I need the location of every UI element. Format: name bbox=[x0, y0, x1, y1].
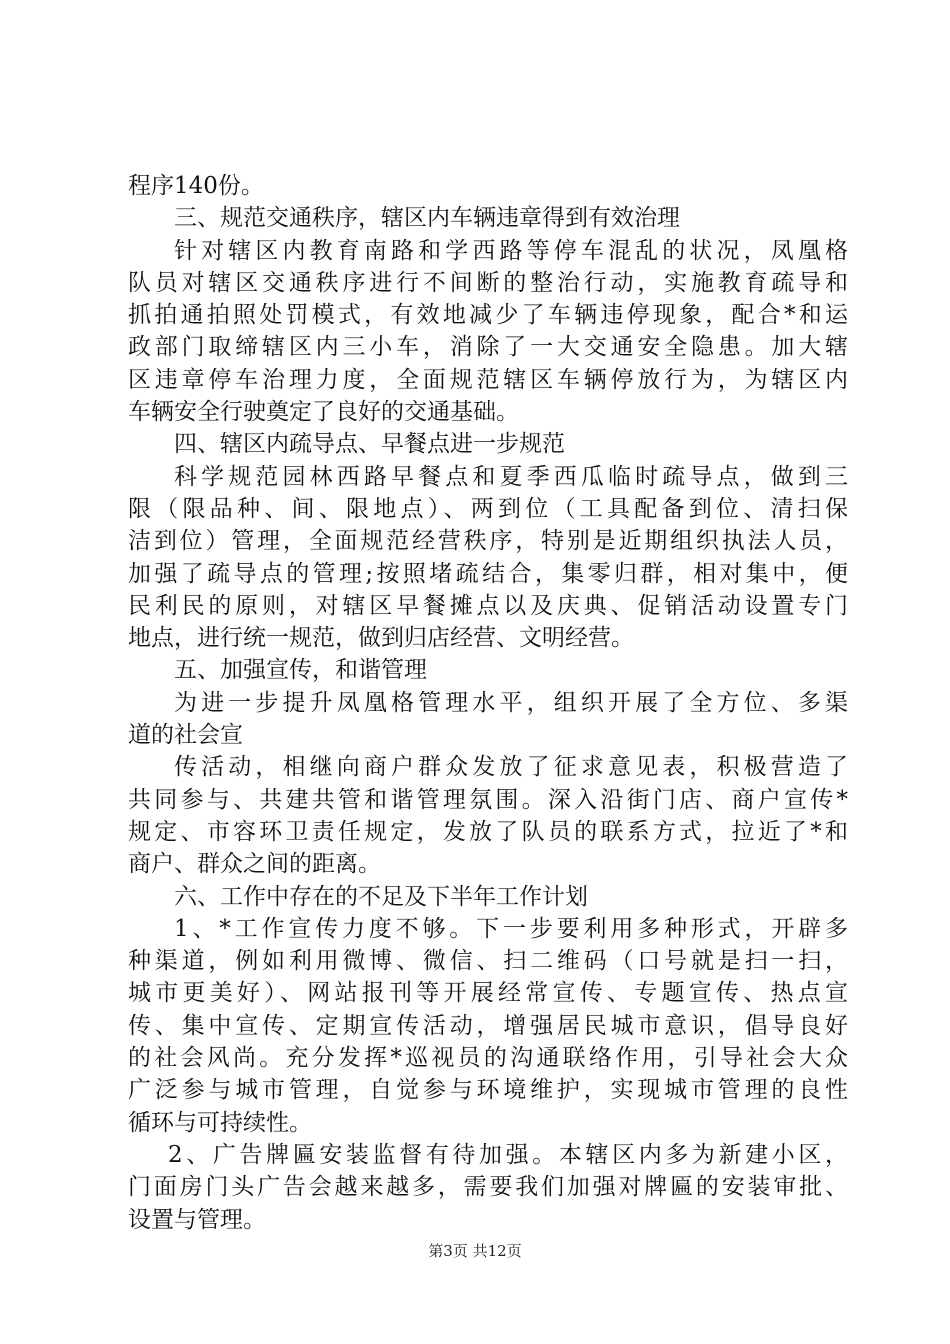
text-line: 规定、市容环卫责任规定，发放了队员的联系方式，拉近了*和 bbox=[128, 818, 848, 845]
text-line: 门面房门头广告会越来越多，需要我们加强对牌匾的安装审批、 bbox=[128, 1174, 848, 1201]
text-line: 循环与可持续性。 bbox=[128, 1109, 312, 1136]
text-line: 广泛参与城市管理，自觉参与环境维护，实现城市管理的良性 bbox=[128, 1077, 848, 1104]
text-line: 传活动，相继向商户群众发放了征求意见表，积极营造了 bbox=[174, 754, 848, 781]
page-footer: 第3页 共12页 bbox=[428, 1242, 522, 1260]
text-line: 洁到位）管理，全面规范经营秩序，特别是近期组织执法人员， bbox=[128, 528, 848, 555]
text-line: 2、广告牌匾安装监督有待加强。本辖区内多为新建小区， bbox=[168, 1141, 848, 1168]
text-line: 区违章停车治理力度，全面规范辖区车辆停放行为，为辖区内 bbox=[128, 366, 848, 393]
text-line: 传、集中宣传、定期宣传活动，增强居民城市意识，倡导良好 bbox=[128, 1012, 848, 1039]
text-line: 道的社会宣 bbox=[128, 722, 243, 749]
text-line: 五、加强宣传，和谐管理 bbox=[174, 657, 427, 684]
text-line: 地点，进行统一规范，做到归店经营、文明经营。 bbox=[128, 625, 634, 652]
text-line: 针对辖区内教育南路和学西路等停车混乱的状况，凤凰格 bbox=[174, 237, 848, 264]
text-line: 共同参与、共建共管和谐管理氛围。深入沿街门店、商户宣传* bbox=[128, 786, 848, 813]
document-body bbox=[128, 170, 848, 1236]
text-line: 四、辖区内疏导点、早餐点进一步规范 bbox=[174, 431, 565, 458]
text-line: 种渠道，例如利用微博、微信、扫二维码（口号就是扫一扫， bbox=[128, 948, 848, 975]
text-line: 科学规范园林西路早餐点和夏季西瓜临时疏导点，做到三 bbox=[174, 463, 848, 490]
text-line: 民利民的原则，对辖区早餐摊点以及庆典、促销活动设置专门 bbox=[128, 592, 848, 619]
text-line: 车辆安全行驶奠定了良好的交通基础。 bbox=[128, 399, 519, 426]
text-line: 的社会风尚。充分发挥*巡视员的沟通联络作用，引导社会大众 bbox=[128, 1045, 848, 1072]
text-line: 三、规范交通秩序，辖区内车辆违章得到有效治理 bbox=[174, 205, 680, 232]
text-line: 政部门取缔辖区内三小车，消除了一大交通安全隐患。加大辖 bbox=[128, 334, 848, 361]
text-line: 商户、群众之间的距离。 bbox=[128, 851, 381, 878]
text-line: 为进一步提升凤凰格管理水平，组织开展了全方位、多渠 bbox=[174, 689, 848, 716]
text-line: 队员对辖区交通秩序进行不间断的整治行动，实施教育疏导和 bbox=[128, 269, 848, 296]
text-line: 抓拍通拍照处罚模式，有效地减少了车辆违停现象，配合*和运 bbox=[128, 302, 848, 329]
text-line: 加强了疏导点的管理;按照堵疏结合，集零归群，相对集中，便 bbox=[128, 560, 848, 587]
text-line: 程序140份。 bbox=[128, 173, 264, 199]
text-line: 城市更美好）、网站报刊等开展经常宣传、专题宣传、热点宣 bbox=[128, 980, 848, 1007]
text-line: 1、*工作宣传力度不够。下一步要利用多种形式，开辟多 bbox=[174, 915, 848, 942]
text-line: 设置与管理。 bbox=[128, 1206, 266, 1233]
text-line: 限（限品种、间、限地点）、两到位（工具配备到位、清扫保 bbox=[128, 495, 848, 522]
text-line: 六、工作中存在的不足及下半年工作计划 bbox=[174, 883, 588, 910]
